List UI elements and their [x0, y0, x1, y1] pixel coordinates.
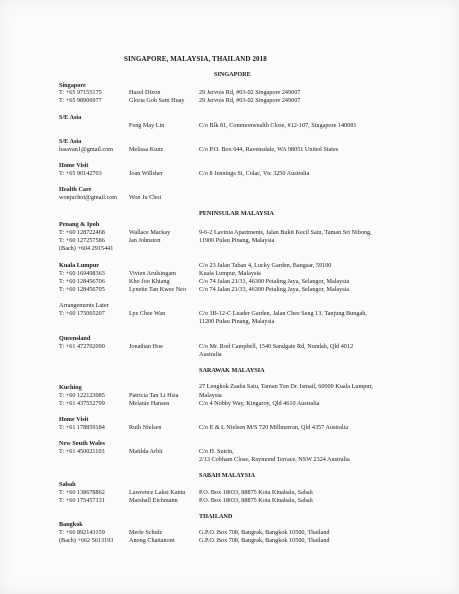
section-heading: Singapore — [59, 82, 86, 89]
address-text: 9-6-2 Lavinia Apartments, Jalan Bukit Kecil Satu, Taman Sri Nibong, — [199, 229, 372, 236]
address-text: 11200 Pulau Pinang, Malaysia — [199, 318, 275, 325]
contact-name: Lye Chee Wan — [129, 310, 166, 317]
contact-name: Merle Schulz — [129, 529, 163, 536]
address-text: C/o E & L Nielsen M/S 720 Millmerran, Qld 4357 Australia — [199, 424, 349, 431]
section-heading: New South Wales — [59, 440, 105, 447]
contact-name: Melissa Kunz — [129, 146, 164, 153]
address-text: C/o 74 Jalan 21/33, 46300 Petaling Jaya, Selangor, Malaysia — [199, 286, 350, 293]
address-text: Kuala Lumpur, Malaysia — [199, 270, 261, 277]
region-heading-singapore: SINGAPORE — [214, 71, 251, 78]
phone-text: T: +65 98906977 — [59, 97, 102, 104]
phone-text: T: +61 472702090 — [59, 343, 105, 350]
section-heading: Kuching — [59, 384, 82, 391]
section-heading: Health Care — [59, 186, 92, 193]
phone-text: T: +60 122123085 — [59, 392, 105, 399]
document-title: SINGAPORE, MALAYSIA, THAILAND 2018 — [124, 55, 267, 63]
address-text: C/o 23 Jalan Taban 4, Lucky Garden, Bangsar, 59100 — [199, 262, 332, 269]
address-text: P.O. Box 18033, 88875 Kota Kinabalu, Sabah — [199, 497, 313, 504]
address-text: G.P.O. Box 708, Bangrak, Bangkok 10500, Thailand — [199, 529, 330, 536]
email-text: wonjuchoi@gmail.com — [59, 194, 118, 201]
address-text: Malaysia — [199, 392, 222, 399]
contact-name: Wallace Mackay — [129, 229, 171, 236]
contact-name: Melanie Hansen — [129, 400, 170, 407]
section-heading: Kuala Lumpur — [59, 262, 100, 269]
section-heading: Home Visit — [59, 416, 89, 423]
address-text: 29 Jervois Rd, #03-02 Singapore 249007 — [199, 97, 301, 104]
contact-name: Won Ju Choi — [129, 194, 162, 201]
phone-text: T: +60 175065207 — [59, 310, 105, 317]
phone-text: T: +60 138678862 — [59, 489, 105, 496]
address-text: C/o Blk 81, Commonwealth Close, #12-107, Singapore 140081 — [199, 122, 357, 129]
address-text: Australia — [199, 351, 222, 358]
section-heading: S/E Asia — [59, 114, 82, 121]
phone-text: T: +61 450021103 — [59, 448, 105, 455]
address-text: C/o 74 Jalan 21/33, 46300 Petaling Jaya, Selangor, Malaysia — [199, 278, 350, 285]
address-text: C/o 4 Nobby Way, Kingaroy, Qld 4610 Australia — [199, 400, 320, 407]
section-heading: Home Visit — [59, 162, 89, 169]
section-heading: Sabah — [59, 481, 76, 488]
phone-text: T: +61 178859184 — [59, 424, 105, 431]
contact-name: Vivien Arulsingam — [129, 270, 176, 277]
section-heading: Penang & Ipoh — [59, 221, 100, 228]
address-text: P.O. Box 18033, 88875 Kota Kinabalu, Sabah — [199, 489, 313, 496]
address-text: 29 Jervois Rd, #03-02 Singapore 249007 — [199, 89, 301, 96]
phone-text: T: +60 175457131 — [59, 497, 105, 504]
contact-name: Kho Joo Khiang — [129, 278, 170, 285]
section-heading: Bangkok — [59, 521, 83, 528]
contact-name: Anong Chattanont — [129, 537, 175, 544]
phone-text: T: +65 97155175 — [59, 89, 102, 96]
phone-text: T: +60 169498363 — [59, 270, 105, 277]
phone-text: T: +60 128456706 — [59, 278, 105, 285]
contact-name: Lawrence Laksi Kantu — [129, 489, 186, 496]
contact-name: Ian Johnston — [129, 237, 161, 244]
contact-name: Lynette Tan Kwee Neo — [129, 286, 187, 293]
section-heading: Arrangements Later — [59, 302, 109, 309]
phone-text: T: +60 128722468 — [59, 229, 105, 236]
phone-text: T: +61 437552799 — [59, 400, 105, 407]
address-text: G.P.O. Box 708, Bangrak, Bangkok 10500, Thailand — [199, 537, 330, 544]
region-heading-thailand: THAILAND — [199, 513, 233, 520]
address-text: 2/13 Cobham Close, Raymond Terrace, NSW 2324 Australia — [199, 456, 350, 463]
phone-text: (Bach) +662 5613193 — [59, 537, 114, 544]
phone-text: (Bach) +604 2915441 — [59, 245, 114, 252]
address-text: C/o 1B-12-C Leader Garden, Jalan Chee Seng 13, Tanjung Bungah, — [199, 310, 367, 317]
address-text: C/o P.O. Box 644, Ravensdale, WA 98051 United States — [199, 146, 339, 153]
contact-name: Marshall Eichmann — [129, 497, 178, 504]
section-heading: Queensland — [59, 335, 91, 342]
region-heading-sarawak: SARAWAK MALAYSIA — [199, 367, 265, 374]
phone-text: T: +66 892143159 — [59, 529, 105, 536]
address-text: 11900 Pulau Pinang, Malaysia — [199, 237, 275, 244]
email-text: lusavan1@gmail.com — [59, 146, 113, 153]
contact-name: Ruth Nielsen — [129, 424, 162, 431]
region-heading-peninsular: PENINSULAR MALAYSIA — [199, 210, 274, 217]
contact-name: Joan Willsher — [129, 170, 163, 177]
contact-name: Matilda Arbit — [129, 448, 163, 455]
contact-name: Feng May Lin — [129, 122, 165, 129]
contact-name: Patricia Tan Li Hsia — [129, 392, 179, 399]
phone-text: T: +60 127257586 — [59, 237, 105, 244]
address-text: C/o H. Sutrin, — [199, 448, 234, 455]
address-text: C/o Mr. Rod Campbell, 1540 Sandgate Rd, Nundah, Qld 4012 — [199, 343, 354, 350]
contact-name: Jonathan Hoe — [129, 343, 163, 350]
contact-name: Hazel Dixon — [129, 89, 161, 96]
phone-text: T: +60 128456705 — [59, 286, 105, 293]
address-text: 27 Lengkok Zaaba Satu, Taman Tun Dr. Ismail, 60000 Kuala Lumpur, — [199, 383, 373, 390]
section-heading: S/E Asia — [59, 138, 82, 145]
contact-name: Gloria Goh Sam Huay — [129, 97, 185, 104]
phone-text: T: +65 90142703 — [59, 170, 102, 177]
region-heading-sabah: SABAH MALAYSIA — [199, 472, 255, 479]
address-text: C/o 8 Jennings St, Colac, Vic 3250 Australia — [199, 170, 310, 177]
